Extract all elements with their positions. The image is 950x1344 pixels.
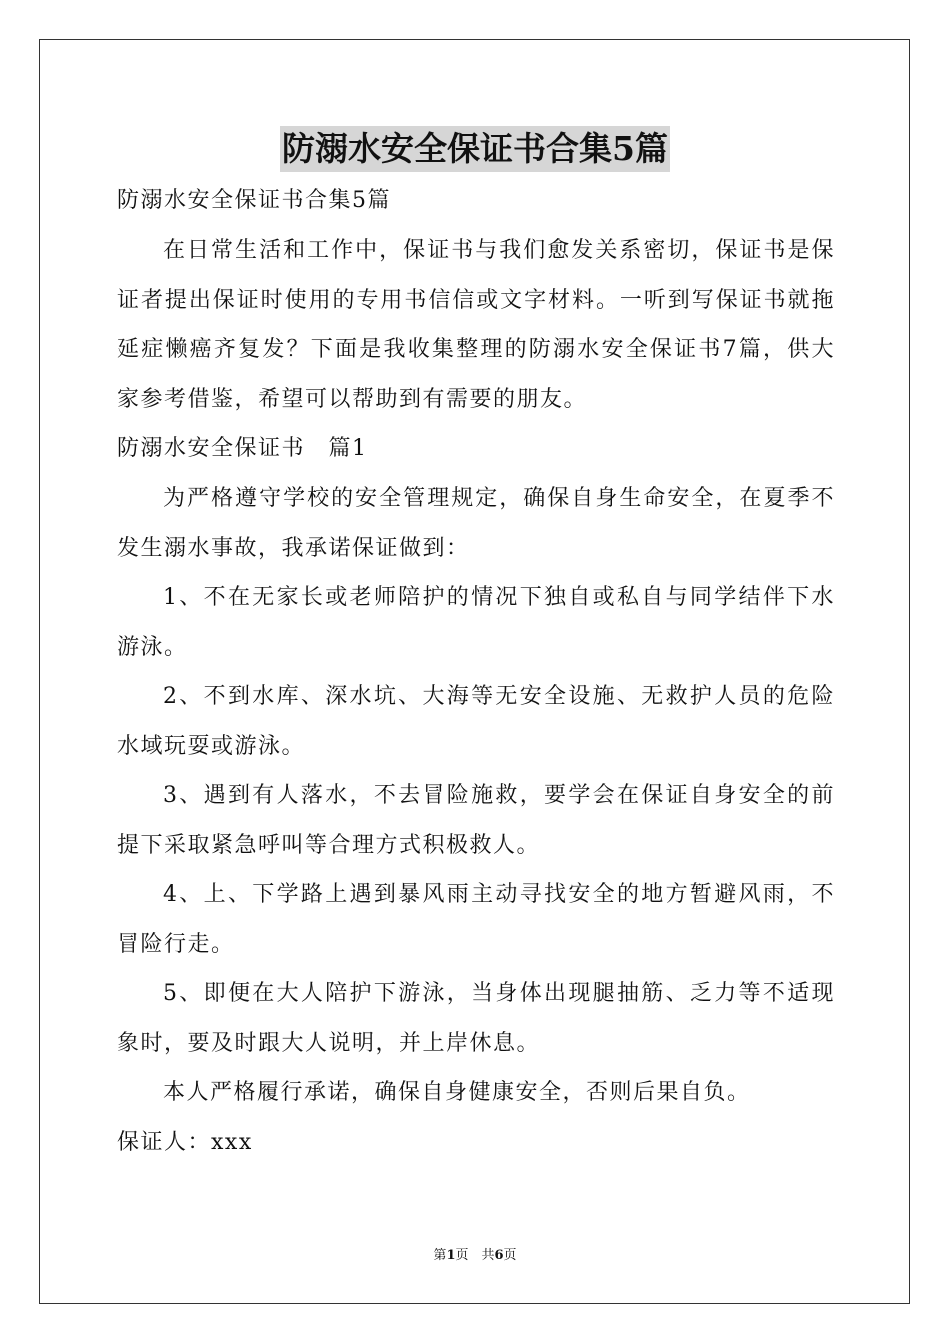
pledge-item-5: 5、即便在大人陪护下游泳，当身体出现腿抽筋、乏力等不适现象时，要及时跟大人说明，并上岸休息。 [117, 981, 835, 1056]
footer-page-mid: 页 共 [455, 1248, 495, 1263]
signature-line: 保证人：xxx [117, 1129, 253, 1155]
title-wrap [0, 126, 950, 172]
pledge-item-2: 2、不到水库、深水坑、大海等无安全设施、无救护人员的危险水域玩耍或游泳。 [117, 684, 835, 759]
intro-paragraph: 在日常生活和工作中，保证书与我们愈发关系密切，保证书是保证者提出保证时使用的专用书信信或文字材料。一听到写保证书就拖延症懒癌齐复发？下面是我收集整理的防溺水安全保证书7篇，供大家参考借鉴，希望可以帮助到有需要的朋友。 [117, 238, 835, 412]
pledge-statement: 本人严格履行承诺，确保自身健康安全，否则后果自负。 [163, 1080, 751, 1105]
document-subtitle: 防溺水安全保证书合集5篇 [117, 188, 391, 213]
footer-page-current: 1 [446, 1248, 456, 1263]
pledge-item-3: 3、遇到有人落水，不去冒险施救，要学会在保证自身安全的前提下采取紧急呼叫等合理方式积极救人。 [117, 783, 835, 858]
footer-page-total: 6 [494, 1248, 504, 1263]
section-intro-paragraph: 为严格遵守学校的安全管理规定，确保自身生命安全，在夏季不发生溺水事故，我承诺保证做到： [117, 486, 835, 561]
footer-page-suffix: 页 [503, 1248, 517, 1263]
pledge-item-1: 1、不在无家长或老师陪护的情况下独自或私自与同学结伴下水游泳。 [117, 585, 835, 660]
footer-page-prefix: 第 [433, 1248, 447, 1263]
pledge-item-4: 4、上、下学路上遇到暴风雨主动寻找安全的地方暂避风雨，不冒险行走。 [117, 882, 835, 957]
document-title: 防溺水安全保证书合集5篇 [280, 126, 670, 172]
document-body [117, 176, 835, 1168]
page-footer [0, 1247, 950, 1265]
section-heading: 防溺水安全保证书 篇1 [117, 436, 368, 461]
